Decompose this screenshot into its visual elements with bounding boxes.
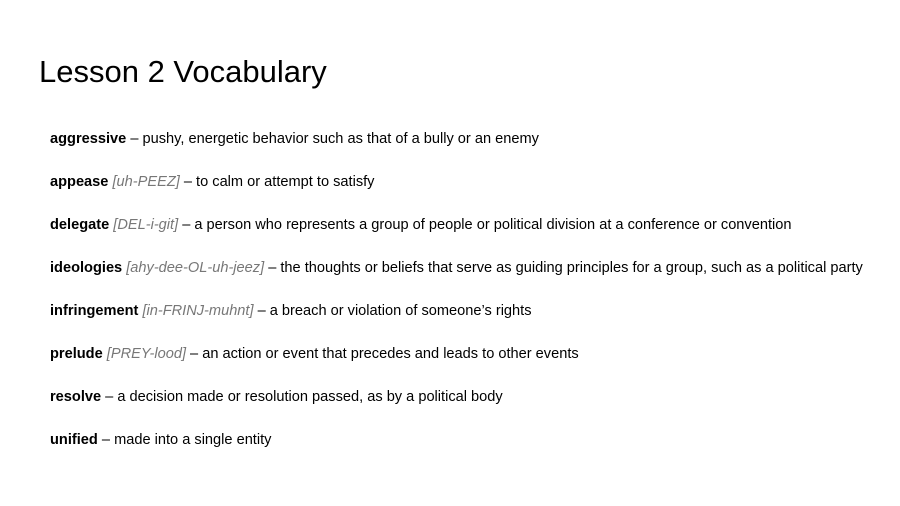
- vocab-definition: made into a single entity: [114, 432, 272, 448]
- vocab-separator: –: [179, 174, 197, 190]
- vocab-pronunciation: [in-FRINJ-muhnt]: [142, 303, 254, 319]
- vocab-term: ideologies: [50, 260, 123, 276]
- vocab-term: prelude: [50, 346, 103, 362]
- vocab-term: aggressive: [50, 131, 127, 147]
- vocab-item-prelude: [50, 342, 870, 367]
- vocab-term: infringement: [50, 303, 139, 319]
- vocab-item-ideologies: [50, 256, 870, 281]
- vocab-separator: –: [264, 260, 281, 276]
- vocab-item-resolve: [50, 385, 870, 410]
- page-title: Lesson 2 Vocabulary: [39, 54, 327, 89]
- vocab-definition: a decision made or resolution passed, as by a political body: [117, 389, 503, 405]
- vocab-pronunciation: [ahy-dee-OL-uh-jeez]: [126, 260, 265, 276]
- vocab-pronunciation: [uh-PEEZ]: [112, 174, 180, 190]
- vocab-definition: the thoughts or beliefs that serve as guiding principles for a group, such as a political party: [280, 260, 863, 276]
- vocab-separator: –: [101, 389, 118, 405]
- vocab-definition: to calm or attempt to satisfy: [196, 174, 375, 190]
- vocab-term: appease: [50, 174, 109, 190]
- vocab-item-appease: [50, 170, 870, 195]
- vocab-term: delegate: [50, 217, 110, 233]
- vocab-pronunciation: [PREY-lood]: [106, 346, 186, 362]
- vocab-definition: a person who represents a group of people or political division at a conference or convention: [194, 217, 792, 233]
- vocab-pronunciation: [DEL-i-git]: [113, 217, 179, 233]
- vocabulary-list: [50, 127, 870, 471]
- vocab-separator: –: [178, 217, 195, 233]
- vocab-separator: –: [253, 303, 270, 319]
- vocab-term: resolve: [50, 389, 102, 405]
- vocab-separator: –: [97, 432, 115, 448]
- vocab-definition: pushy, energetic behavior such as that of a bully or an enemy: [142, 131, 539, 147]
- vocab-separator: –: [126, 131, 143, 147]
- vocab-item-aggressive: [50, 127, 870, 152]
- vocab-item-infringement: [50, 299, 870, 324]
- vocab-separator: –: [186, 346, 203, 362]
- vocab-item-delegate: [50, 213, 870, 238]
- vocab-definition: an action or event that precedes and leads to other events: [202, 346, 579, 362]
- vocab-item-unified: [50, 428, 870, 453]
- vocab-definition: a breach or violation of someone’s rights: [269, 303, 532, 319]
- vocab-term: unified: [50, 432, 98, 448]
